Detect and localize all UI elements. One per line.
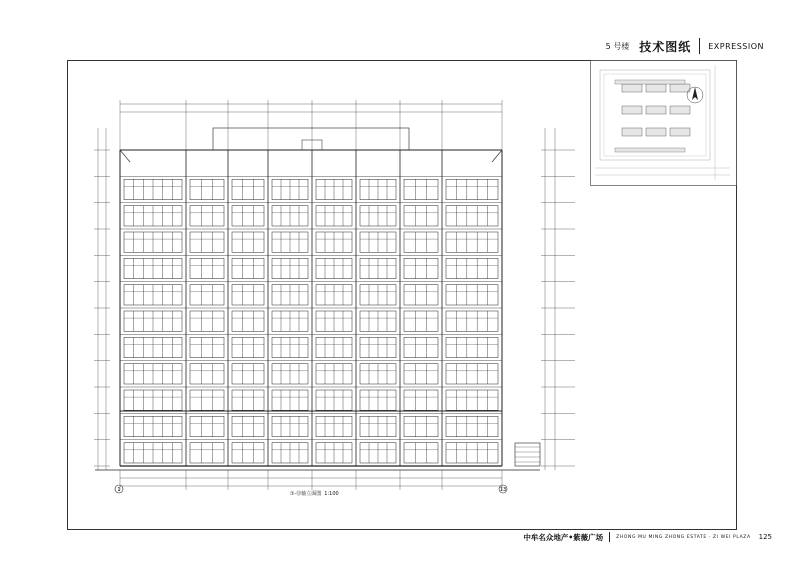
footer-pinyin: ZHONG MU MING ZHONG ESTATE · ZI WEI PLAZA [616, 534, 751, 540]
axis-label-left: 1 [117, 487, 121, 493]
caption-text: ①-⑬轴立面图 [290, 491, 322, 497]
caption-scale: 1:100 [324, 491, 339, 497]
drawing-caption [290, 490, 339, 497]
footer-brand: 中牟名众地产•紫薇广场 [523, 532, 604, 542]
page-number: 125 [758, 533, 772, 541]
building-label: 5 号楼 [605, 41, 630, 51]
page-title: 技术图纸 [639, 39, 692, 54]
page-subtitle: EXPRESSION [708, 41, 764, 51]
axis-label-right: 13 [499, 487, 507, 493]
page-footer [523, 531, 772, 543]
footer-divider [609, 532, 610, 542]
site-plan-inset [590, 60, 737, 186]
